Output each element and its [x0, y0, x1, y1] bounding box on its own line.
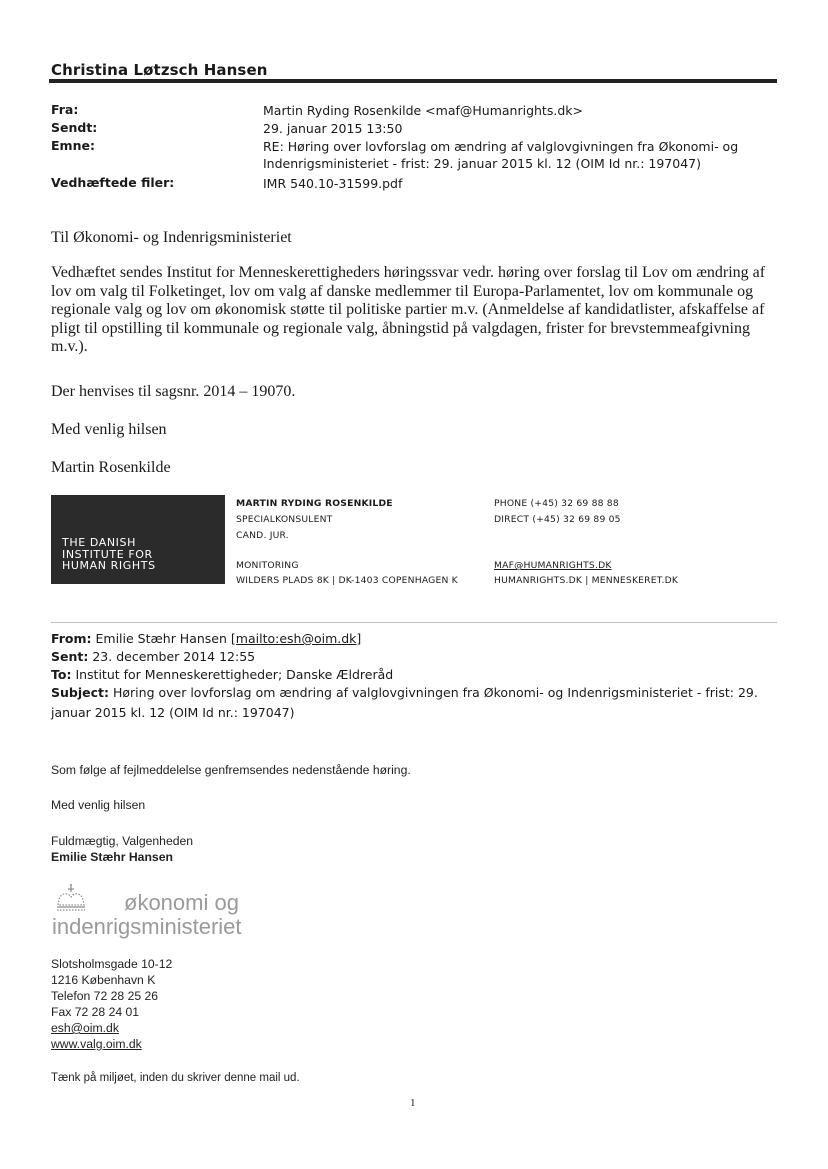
signer-name: Martin Rosenkilde	[51, 459, 171, 476]
fwd-to-value: Institut for Menneskerettigheder; Danske Ældreråd	[75, 667, 394, 682]
fwd-sent-line	[51, 648, 255, 666]
address-street: Slotsholmsgade 10-12	[51, 957, 173, 971]
document-owner-name: Christina Løtzsch Hansen	[51, 61, 268, 79]
attachments-label: Vedhæftede filer:	[51, 175, 175, 190]
institute-logo	[51, 495, 225, 584]
sig-email-link[interactable]: MAF@HUMANRIGHTS.DK	[494, 560, 612, 571]
sig-degree: CAND. JUR.	[236, 530, 289, 541]
fwd-sent-label: Sent:	[51, 649, 89, 664]
sent-value: 29. januar 2015 13:50	[263, 121, 403, 136]
address-fax: Fax 72 28 24 01	[51, 1005, 140, 1019]
sig-address: WILDERS PLADS 8K | DK-1403 COPENHAGEN K	[236, 575, 458, 586]
fwd-to-line	[51, 666, 393, 684]
sig-department: MONITORING	[236, 560, 299, 571]
forward-divider	[51, 622, 777, 623]
environment-note: Tænk på miljøet, inden du skriver denne mail ud.	[51, 1072, 300, 1084]
fwd-from-value: Emilie Stæhr Hansen	[95, 631, 227, 646]
attachment-file[interactable]: IMR 540.10-31599.pdf	[263, 176, 403, 191]
address-web-link[interactable]: www.valg.oim.dk	[51, 1037, 142, 1051]
salutation: Til Økonomi- og Indenrigsministeriet	[51, 229, 292, 246]
sent-label: Sendt:	[51, 120, 98, 135]
fwd-subject-label: Subject:	[51, 685, 109, 700]
fwd-from-mailto-link[interactable]: [mailto:esh@oim.dk]	[230, 631, 362, 646]
fwd-sent-value: 23. december 2014 12:55	[92, 649, 256, 664]
fwd-subject-line	[51, 684, 781, 702]
address-phone: Telefon 72 28 25 26	[51, 989, 159, 1003]
subject-value: RE: Høring over lovforslag om ændring af valglovgivningen fra Økonomi- og Indenrigsministeriet - frist: 29. januar 2015 kl. 12 (OIM Id nr.: 197047)	[263, 139, 739, 171]
fwd-closing: Med venlig hilsen	[51, 798, 146, 812]
institute-logo-text: THE DANISH INSTITUTE FOR HUMAN RIGHTS	[62, 536, 156, 572]
header-rule	[49, 79, 777, 83]
closing: Med venlig hilsen	[51, 421, 167, 438]
body-paragraph: Vedhæftet sendes Institut for Menneskerettigheders høringssvar vedr. høring over forslag til Lov om ændring af lov om valg til Folketinget, lov om valg af danske medlemmer til Europa-Parlamentet, lov om kommunale og regionale valg og lov om økonomisk støtte til politiske partier m.v. (Anmeldelse af kandidatlister, afskaffelse af pligt til opstilling til kommunale og regionale valg, åbningstid på valgdagen, frister for brevstemmeafgivning m.v.).	[51, 264, 766, 356]
fwd-message: Som følge af fejlmeddelelse genfremsendes nedenstående høring.	[51, 763, 411, 777]
address-email-link[interactable]: esh@oim.dk	[51, 1021, 119, 1035]
address-city: 1216 København K	[51, 973, 156, 987]
fwd-from-line	[51, 630, 361, 648]
sig-phone: PHONE (+45) 32 69 88 88	[494, 498, 619, 509]
fwd-subject-value: Høring over lovforslag om ændring af valglovgivningen fra Økonomi- og Indenrigsministeriet - frist: 29.	[112, 685, 758, 700]
from-label: Fra:	[51, 102, 79, 117]
ministry-logo-text: økonomi og indenrigsministeriet	[52, 890, 242, 939]
page-number: 1	[410, 1097, 416, 1109]
fwd-to-label: To:	[51, 667, 72, 682]
fwd-sender-name: Emilie Stæhr Hansen	[51, 850, 173, 864]
sig-websites[interactable]: HUMANRIGHTS.DK | MENNESKERET.DK	[494, 575, 679, 586]
fwd-from-label: From:	[51, 631, 92, 646]
case-reference: Der henvises til sagsnr. 2014 – 19070.	[51, 383, 296, 400]
subject-label: Emne:	[51, 138, 95, 153]
sig-direct-phone: DIRECT (+45) 32 69 89 05	[494, 514, 621, 525]
sig-title: SPECIALKONSULENT	[236, 514, 333, 525]
fwd-subject-continuation: januar 2015 kl. 12 (OIM Id nr.: 197047)	[51, 705, 295, 720]
fwd-role: Fuldmægtig, Valgenheden	[51, 834, 194, 848]
from-value: Martin Ryding Rosenkilde <maf@Humanrights.dk>	[263, 103, 583, 118]
sig-name: MARTIN RYDING ROSENKILDE	[236, 498, 393, 509]
